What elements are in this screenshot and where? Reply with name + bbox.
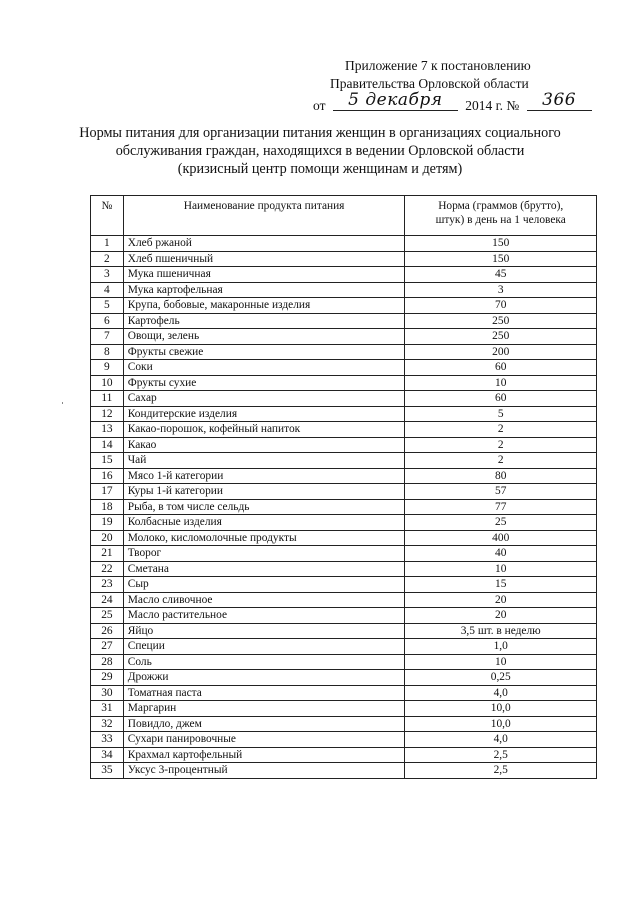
row-number-cell: 19: [91, 515, 124, 531]
table-row: [91, 360, 597, 376]
row-number-cell: 1: [91, 236, 124, 252]
row-number-cell: 31: [91, 701, 124, 717]
handwritten-date: 5 декабря: [348, 90, 443, 110]
row-number-cell: 9: [91, 360, 124, 376]
norm-value-cell: 3: [405, 282, 597, 298]
product-name-cell: Сухари панировочные: [123, 732, 405, 748]
product-name-cell: Хлеб ржаной: [123, 236, 405, 252]
norm-value-cell: 10: [405, 561, 597, 577]
decree-number-field: [527, 90, 592, 111]
table-row: [91, 592, 597, 608]
table-header-row: [91, 196, 597, 236]
row-number-cell: 6: [91, 313, 124, 329]
table-row: [91, 484, 597, 500]
row-number-cell: 10: [91, 375, 124, 391]
table-row: [91, 313, 597, 329]
norm-value-cell: 2: [405, 437, 597, 453]
table-row: [91, 685, 597, 701]
product-name-cell: Мука картофельная: [123, 282, 405, 298]
row-number-cell: 4: [91, 282, 124, 298]
product-name-cell: Какао: [123, 437, 405, 453]
norm-value-cell: 2,5: [405, 763, 597, 779]
government-label: Правительства Орловской области: [330, 76, 529, 91]
table-row: [91, 499, 597, 515]
title-line-2: обслуживания граждан, находящихся в ведении Орловской области: [115, 143, 525, 159]
row-number-cell: 7: [91, 329, 124, 345]
table-row: [91, 608, 597, 624]
product-name-cell: Фрукты сухие: [123, 375, 405, 391]
norm-value-cell: 400: [405, 530, 597, 546]
norm-value-cell: 0,25: [405, 670, 597, 686]
product-name-cell: Какао-порошок, кофейный напиток: [123, 422, 405, 438]
product-name-cell: Яйцо: [123, 623, 405, 639]
table-row: [91, 391, 597, 407]
product-name-cell: Фрукты свежие: [123, 344, 405, 360]
table-row: [91, 329, 597, 345]
row-number-cell: 21: [91, 546, 124, 562]
row-number-cell: 24: [91, 592, 124, 608]
norm-value-cell: 1,0: [405, 639, 597, 655]
norm-value-cell: 25: [405, 515, 597, 531]
norm-value-cell: 150: [405, 236, 597, 252]
table-row: [91, 251, 597, 267]
table-row: [91, 732, 597, 748]
product-name-cell: Специи: [123, 639, 405, 655]
product-name-cell: Творог: [123, 546, 405, 562]
table-row: [91, 515, 597, 531]
table-row: [91, 453, 597, 469]
row-number-cell: 25: [91, 608, 124, 624]
table-row: [91, 530, 597, 546]
table-row: [91, 422, 597, 438]
scan-margin-mark: [62, 402, 63, 404]
product-name-cell: Мясо 1-й категории: [123, 468, 405, 484]
norm-value-cell: 70: [405, 298, 597, 314]
product-name-cell: Кондитерские изделия: [123, 406, 405, 422]
norm-value-cell: 80: [405, 468, 597, 484]
row-number-cell: 3: [91, 267, 124, 283]
norm-value-cell: 10,0: [405, 701, 597, 717]
norm-value-cell: 2: [405, 422, 597, 438]
table-row: [91, 344, 597, 360]
product-name-cell: Овощи, зелень: [123, 329, 405, 345]
product-name-cell: Чай: [123, 453, 405, 469]
document-title: [0, 124, 640, 178]
norm-value-cell: 200: [405, 344, 597, 360]
table-body: [91, 236, 597, 779]
product-name-cell: Повидло, джем: [123, 716, 405, 732]
norm-value-cell: 3,5 шт. в неделю: [405, 623, 597, 639]
product-name-cell: Картофель: [123, 313, 405, 329]
row-number-cell: 5: [91, 298, 124, 314]
row-number-cell: 32: [91, 716, 124, 732]
row-number-cell: 23: [91, 577, 124, 593]
table-row: [91, 654, 597, 670]
norm-value-cell: 250: [405, 313, 597, 329]
norm-value-cell: 4,0: [405, 685, 597, 701]
row-number-cell: 22: [91, 561, 124, 577]
norm-value-cell: 4,0: [405, 732, 597, 748]
table-row: [91, 577, 597, 593]
header-norm: [405, 196, 597, 236]
table-row: [91, 716, 597, 732]
row-number-cell: 28: [91, 654, 124, 670]
row-number-cell: 35: [91, 763, 124, 779]
row-number-cell: 2: [91, 251, 124, 267]
nutrition-norms-table: [90, 195, 597, 779]
header-norm-line-2: штук) в день на 1 человека: [435, 214, 566, 226]
product-name-cell: Томатная паста: [123, 685, 405, 701]
table-row: [91, 670, 597, 686]
norm-value-cell: 15: [405, 577, 597, 593]
date-field: [333, 90, 458, 111]
row-number-cell: 15: [91, 453, 124, 469]
product-name-cell: Соки: [123, 360, 405, 376]
product-name-cell: Уксус 3-процентный: [123, 763, 405, 779]
row-number-cell: 16: [91, 468, 124, 484]
norm-value-cell: 20: [405, 592, 597, 608]
norm-value-cell: 10,0: [405, 716, 597, 732]
row-number-cell: 12: [91, 406, 124, 422]
norm-value-cell: 2,5: [405, 747, 597, 763]
product-name-cell: Рыба, в том числе сельдь: [123, 499, 405, 515]
table-row: [91, 763, 597, 779]
row-number-cell: 33: [91, 732, 124, 748]
table-row: [91, 282, 597, 298]
norm-value-cell: 60: [405, 360, 597, 376]
row-number-cell: 13: [91, 422, 124, 438]
year-label: 2014 г. №: [465, 98, 520, 113]
product-name-cell: Крахмал картофельный: [123, 747, 405, 763]
product-name-cell: Колбасные изделия: [123, 515, 405, 531]
norm-value-cell: 10: [405, 375, 597, 391]
norm-value-cell: 2: [405, 453, 597, 469]
norm-value-cell: 60: [405, 391, 597, 407]
norm-value-cell: 5: [405, 406, 597, 422]
table-row: [91, 623, 597, 639]
table-row: [91, 375, 597, 391]
norm-value-cell: 40: [405, 546, 597, 562]
norm-value-cell: 10: [405, 654, 597, 670]
table-row: [91, 561, 597, 577]
title-line-1: Нормы питания для организации питания женщин в организациях социального: [79, 125, 561, 141]
norm-value-cell: 57: [405, 484, 597, 500]
product-name-cell: Мука пшеничная: [123, 267, 405, 283]
row-number-cell: 11: [91, 391, 124, 407]
product-name-cell: Крупа, бобовые, макаронные изделия: [123, 298, 405, 314]
row-number-cell: 17: [91, 484, 124, 500]
product-name-cell: Хлеб пшеничный: [123, 251, 405, 267]
appendix-label: Приложение 7 к постановлению: [345, 58, 531, 73]
product-name-cell: Сметана: [123, 561, 405, 577]
header-product-name: Наименование продукта питания: [123, 196, 405, 236]
table-row: [91, 406, 597, 422]
norm-value-cell: 77: [405, 499, 597, 515]
table-row: [91, 298, 597, 314]
row-number-cell: 29: [91, 670, 124, 686]
row-number-cell: 26: [91, 623, 124, 639]
product-name-cell: Масло сливочное: [123, 592, 405, 608]
norm-value-cell: 20: [405, 608, 597, 624]
decree-date-line: [313, 90, 592, 114]
table-row: [91, 747, 597, 763]
table-row: [91, 437, 597, 453]
date-prefix: от: [313, 98, 326, 113]
row-number-cell: 20: [91, 530, 124, 546]
title-line-3: (кризисный центр помощи женщинам и детям): [177, 161, 463, 177]
header-num: №: [91, 196, 124, 236]
product-name-cell: Молоко, кисломолочные продукты: [123, 530, 405, 546]
product-name-cell: Масло растительное: [123, 608, 405, 624]
product-name-cell: Куры 1-й категории: [123, 484, 405, 500]
product-name-cell: Сахар: [123, 391, 405, 407]
norm-value-cell: 45: [405, 267, 597, 283]
table-row: [91, 236, 597, 252]
row-number-cell: 18: [91, 499, 124, 515]
row-number-cell: 34: [91, 747, 124, 763]
table-row: [91, 267, 597, 283]
product-name-cell: Сыр: [123, 577, 405, 593]
handwritten-number: 366: [542, 90, 577, 110]
table-row: [91, 546, 597, 562]
product-name-cell: Маргарин: [123, 701, 405, 717]
table-row: [91, 468, 597, 484]
row-number-cell: 14: [91, 437, 124, 453]
table-row: [91, 701, 597, 717]
product-name-cell: Дрожжи: [123, 670, 405, 686]
norm-value-cell: 150: [405, 251, 597, 267]
row-number-cell: 27: [91, 639, 124, 655]
product-name-cell: Соль: [123, 654, 405, 670]
row-number-cell: 30: [91, 685, 124, 701]
row-number-cell: 8: [91, 344, 124, 360]
table-row: [91, 639, 597, 655]
norm-value-cell: 250: [405, 329, 597, 345]
header-norm-line-1: Норма (граммов (брутто),: [438, 200, 564, 212]
